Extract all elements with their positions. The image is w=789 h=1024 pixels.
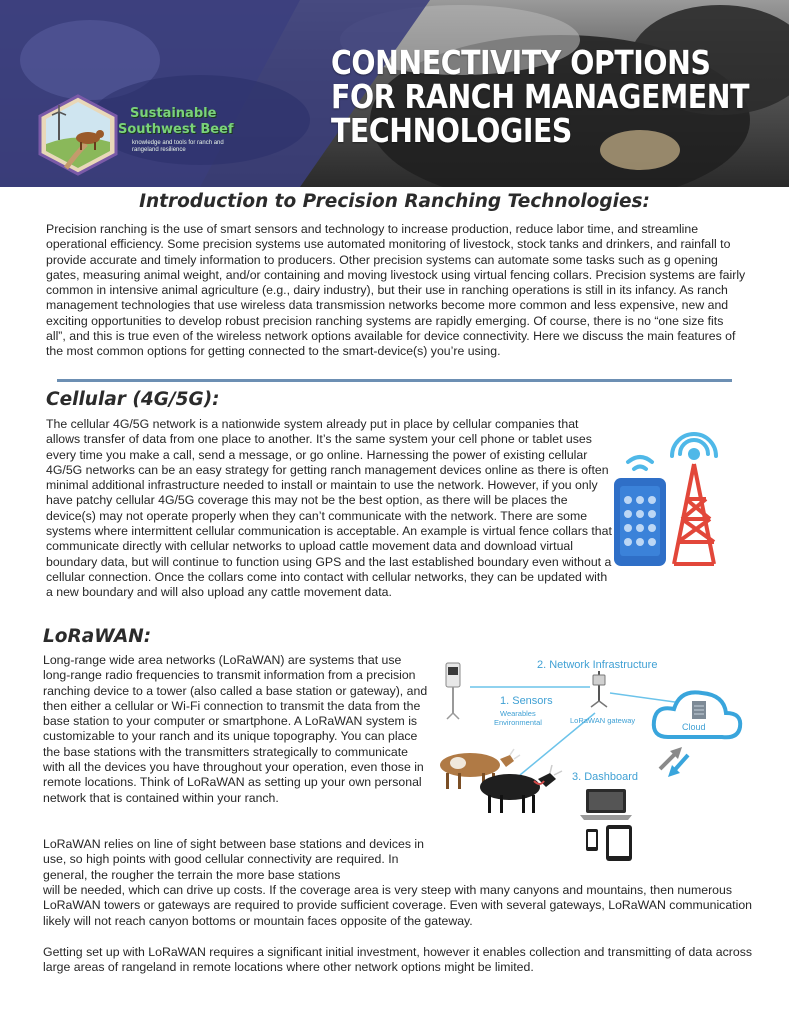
tablet-icon: [606, 825, 632, 861]
sync-arrows-icon: [660, 747, 688, 777]
wifi-signal-icon: [628, 457, 652, 469]
sensors-wearables-label: Wearables: [500, 709, 536, 718]
dashboard-label: 3. Dashboard: [572, 771, 639, 783]
title-line-1: CONNECTIVITY OPTIONS: [331, 43, 711, 82]
banner-title: [331, 43, 750, 150]
tower-signal-icon: [672, 434, 716, 460]
lorawan-diagram: [430, 655, 760, 865]
intro-paragraph: Precision ranching is the use of smart sensors and technology to increase production, reduce labor time, and streamline operational efficiency. Some precision systems use automated monitoring of livestock, stock tanks and drinkers, and rainfall to provide accurate and timely information to producers. Other precision systems can automate some tasks such as g opening gates, measuring animal weight, and/or containing and moving livestock using virtual fencing collars. Precision systems are fairly common in intensive animal agriculture (e.g., dairy industry), but their use in ranching operations is still in its infancy. As ranch management technologies that use wireless data transmission networks become more common and less expensive, new and exciting opportunities to develop robust precision ranching systems are rapidly emerging. Of course, there is no “one size fits all”, and this is true even of the wireless network options available for device connectivity. Here we discuss the main features of the most common options for getting connected to the smart-device(s) you’re using.: [46, 222, 746, 359]
cellular-paragraph: The cellular 4G/5G network is a nationwide system already put in place by cellular companies that allows transfer of data from one place to another. It’s the same system your cell phone or tablet uses every time you make a call, send a message, or go online. Harnessing the power of existing cellular 4G/5G networks can be an easy strategy for getting ranch management devices online as there is often minimal additional infrastructure needed to install or maintain to use the network. However, if you only have patchy cellular 4G/5G coverage this may not be the best option, as there will be places the device(s) may not operate properly when they can’t communicate with the network. There are some systems where intermittent cellular communication is acceptable. An example is virtual fence collars that communicate directly with cellular networks to upload cattle movement data and download virtual boundary data, but will continue to function using GPS and the last established boundary even without a cellular connection. Once the collars come into contact with cellular networks, they can be updated with a new boundary and will also upload any cattle movement data.: [46, 417, 612, 600]
intro-heading: Introduction to Precision Ranching Technologies:: [139, 191, 650, 212]
smartphone-small-icon: [586, 829, 598, 851]
title-line-3: TECHNOLOGIES: [331, 111, 572, 150]
lorawan-paragraph-3: Getting set up with LoRaWAN requires a significant initial investment, however it enables collection and transmitting of data across large areas of rangeland in remote locations where other network options might be limited.: [43, 945, 753, 975]
title-line-2: FOR RANCH MANAGEMENT: [331, 77, 750, 116]
lorawan-heading: LoRaWAN:: [43, 626, 152, 647]
gateway-label: LoRaWAN gateway: [570, 716, 636, 725]
smartphone-icon: [614, 478, 666, 566]
lorawan-paragraph-2b: will be needed, which can drive up costs. If the coverage area is very steep with many canyons and mountains, then numerous LoRaWAN towers or gateways are required to provide sufficient coverage. Even with several gateways, LoRaWAN communication likely will not reach canyon bottoms or mountain faces opposite of the gateway.: [43, 883, 752, 928]
cell-tower-icon: [674, 464, 714, 564]
lorawan-paragraph-2a: LoRaWAN relies on line of sight between base stations and devices in use, so high points with good cellular connectivity are required. In general, the rougher the terrain the more base stations: [43, 837, 424, 882]
cellular-illustration: [606, 424, 736, 574]
cloud-label: Cloud: [682, 722, 706, 732]
sensors-label: 1. Sensors: [500, 695, 553, 707]
sustainable-southwest-beef-logo: [36, 94, 246, 174]
cellular-heading: Cellular (4G/5G):: [46, 389, 220, 410]
gateway-to-cloud-line: [610, 693, 682, 703]
logo-brand-line-2: Southwest Beef: [118, 122, 234, 137]
lorawan-paragraph-1: Long-range wide area networks (LoRaWAN) are systems that use long-range radio frequencies to transmit information from a precision ranching device to a tower (also called a base station or gateway), and then either a cellular or Wi-Fi connection to transmit the data from the base station to your computer or smartphone. A LoRaWAN system is customizable to your ranch and its unique topography. You can place the base stations with the transmitters strategically to communicate with all the devices you have throughout your operation, even those in remote locations. Think of LoRaWAN as setting up your own personal network that is contained within your ranch.: [43, 653, 428, 805]
section-divider: [57, 379, 732, 382]
header-banner: [0, 0, 789, 187]
network-infrastructure-label: 2. Network Infrastructure: [537, 659, 658, 671]
server-icon: [692, 701, 706, 719]
environmental-sensor-icon: [446, 663, 460, 719]
diagram-graphics: [430, 655, 760, 865]
logo-brand-line-1: Sustainable: [130, 106, 217, 121]
lorawan-gateway-icon: [591, 671, 607, 707]
laptop-icon: [580, 789, 632, 820]
sensors-environmental-label: Environmental: [494, 718, 542, 727]
logo-hexagon-icon: [36, 94, 120, 176]
logo-tagline: knowledge and tools for ranch and rangeland resilience: [132, 140, 224, 153]
